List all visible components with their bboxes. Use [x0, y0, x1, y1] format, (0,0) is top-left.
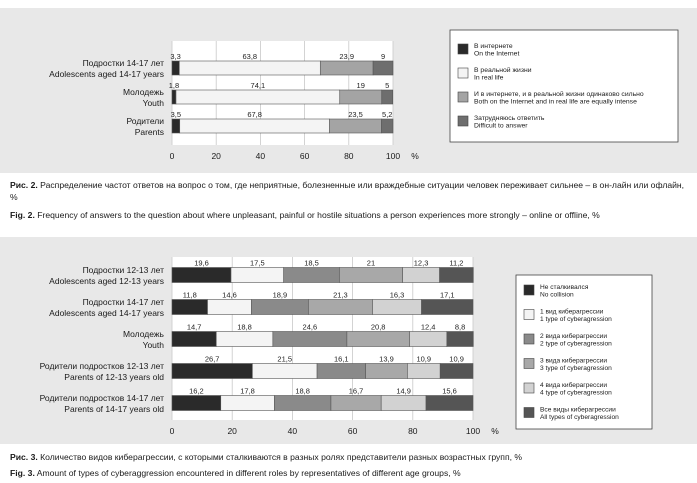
x-tick-label: 60 — [299, 151, 310, 161]
data-label: 67,8 — [247, 110, 262, 119]
bar-segment — [372, 300, 421, 315]
legend-label: In real life — [474, 74, 504, 82]
bar-segment — [284, 268, 340, 283]
legend-label: Все виды киберагрессии — [540, 406, 616, 414]
data-label: 18,8 — [295, 386, 310, 396]
x-tick-label: 100 — [465, 426, 481, 436]
data-label: 18,9 — [272, 290, 288, 300]
bar-segment — [172, 61, 179, 75]
legend-swatch — [524, 310, 534, 320]
bar-segment — [330, 119, 382, 133]
caption-text: Frequency of answers to the question about where unpleasant, painful or hostile situations a person experiences more strongly – online or offline, % — [37, 210, 600, 220]
legend-label: 2 type of cyberagression — [540, 340, 612, 348]
data-label: 74,1 — [250, 81, 266, 90]
bar-segment — [339, 268, 402, 283]
legend-swatch — [458, 68, 468, 78]
bar-segment — [172, 364, 252, 379]
x-unit-label: % — [411, 151, 419, 161]
category-label: Parents of 12-13 years old — [64, 372, 164, 382]
bar-segment — [373, 61, 393, 75]
category-label: Родители подростков 14-17 лет — [39, 393, 164, 403]
bar-segment — [347, 332, 410, 347]
bar-segment — [366, 364, 408, 379]
category-label: Родители — [126, 116, 164, 126]
figure-3-chart — [0, 237, 697, 444]
legend-label: Both on the Internet and in real life are equally intense — [474, 98, 637, 106]
bar-segment — [252, 364, 317, 379]
legend-label: 1 type of cyberagression — [540, 316, 612, 323]
data-label: 16,3 — [389, 290, 405, 300]
bar-segment — [172, 396, 221, 411]
bar-segment — [172, 300, 208, 315]
caption-label: Fig. 2. — [10, 210, 35, 220]
caption-label: Fig. 3. — [10, 468, 35, 478]
data-label: 20,8 — [370, 322, 386, 332]
bar-segment — [382, 90, 393, 104]
data-label: 10,9 — [416, 354, 432, 364]
x-tick-label: 80 — [344, 151, 354, 161]
data-label: 21 — [366, 258, 376, 268]
bar-segment — [409, 332, 446, 347]
data-label: 10,9 — [449, 354, 464, 364]
bar-segment — [447, 332, 473, 347]
legend-label: 3 вида киберагрессии — [540, 357, 608, 365]
bar-segment — [231, 268, 284, 283]
category-label: Молодежь — [122, 329, 164, 339]
x-tick-label: 60 — [347, 426, 358, 436]
legend-swatch — [524, 383, 534, 393]
bar-segment — [273, 332, 347, 347]
bar-segment — [221, 396, 275, 411]
figure-2-caption-ru — [10, 179, 690, 203]
legend-swatch — [524, 408, 534, 418]
data-label: 19,6 — [194, 258, 209, 268]
category-label: Подростки 12-13 лет — [82, 265, 164, 275]
category-label: Parents of 14-17 years old — [64, 404, 164, 414]
x-tick-label: 20 — [211, 151, 221, 161]
category-label: Youth — [142, 98, 164, 108]
data-label: 11,8 — [182, 290, 197, 300]
category-label: Adolescents aged 12-13 years — [49, 276, 164, 286]
figure-3-caption-en — [10, 467, 690, 479]
figure-3-panel — [0, 237, 697, 444]
data-label: 24,6 — [302, 322, 318, 332]
data-label: 18,5 — [304, 258, 319, 268]
legend-label: On the Internet — [474, 50, 520, 58]
bar-segment — [340, 90, 382, 104]
legend-label: В интернете — [474, 43, 513, 50]
bar-segment — [320, 61, 373, 75]
bar-segment — [403, 268, 440, 283]
category-label: Молодежь — [122, 87, 164, 97]
legend-swatch — [524, 359, 534, 369]
legend-label: No collision — [540, 291, 574, 299]
data-label: 15,6 — [442, 386, 457, 396]
data-label: 17,5 — [250, 258, 265, 268]
caption-text: Amount of types of cyberaggression encountered in different roles by representatives of different age groups, % — [36, 468, 461, 478]
caption-text: Количество видов киберагрессии, с которыми сталкиваются в разных ролях представители разных возрастных групп, % — [40, 452, 523, 462]
legend-swatch — [524, 334, 534, 344]
legend-label: В реальной жизни — [474, 67, 532, 74]
category-label: Подростки 14-17 лет — [82, 297, 164, 307]
category-label: Youth — [142, 340, 164, 350]
bar-segment — [440, 268, 474, 283]
legend-label: Difficult to answer — [474, 122, 528, 130]
data-label: 3,3 — [170, 52, 181, 61]
data-label: 16,1 — [334, 354, 349, 364]
bar-segment — [172, 90, 176, 104]
legend-swatch — [458, 92, 468, 102]
legend-label: 1 вид киберагрессии — [540, 308, 604, 316]
legend-label: 4 type of cyberagression — [540, 389, 612, 397]
legend-swatch — [458, 116, 468, 126]
x-tick-label: 100 — [385, 151, 401, 161]
data-label: 3,5 — [170, 110, 182, 119]
figure-2-caption-en — [10, 209, 690, 221]
legend-swatch — [458, 44, 468, 54]
legend-label: 3 type of cyberagression — [540, 365, 612, 372]
bar-segment — [179, 61, 320, 75]
data-label: 14,7 — [186, 322, 202, 332]
figure-2-chart — [0, 8, 697, 173]
bar-segment — [172, 268, 231, 283]
data-label: 14,6 — [222, 290, 237, 300]
data-label: 16,2 — [189, 386, 204, 396]
legend-label: All types of cyberagression — [540, 414, 619, 421]
bar-segment — [176, 90, 340, 104]
bar-segment — [216, 332, 273, 347]
caption-label: Рис. 2. — [10, 180, 38, 190]
figure-2-panel — [0, 8, 697, 173]
bar-segment — [172, 119, 180, 133]
data-label: 5,2 — [382, 110, 393, 119]
data-label: 1,8 — [168, 81, 180, 90]
x-tick-label: 0 — [169, 151, 175, 161]
bar-segment — [274, 396, 331, 411]
data-label: 5 — [385, 81, 390, 90]
bar-segment — [317, 364, 365, 379]
legend-label: Затрудняюсь ответить — [474, 115, 545, 122]
bar-segment — [407, 364, 440, 379]
data-label: 11,2 — [449, 258, 464, 268]
bar-segment — [308, 300, 372, 315]
bar-segment — [382, 119, 393, 133]
data-label: 14,9 — [396, 386, 411, 396]
data-label: 26,7 — [204, 354, 220, 364]
data-label: 12,4 — [420, 322, 436, 332]
x-tick-label: 0 — [169, 426, 175, 436]
data-label: 23,9 — [339, 52, 355, 61]
x-unit-label: % — [491, 426, 499, 436]
bar-segment — [172, 332, 216, 347]
category-label: Подростки 14-17 лет — [82, 58, 164, 68]
bar-segment — [331, 396, 381, 411]
x-tick-label: 20 — [227, 426, 237, 436]
category-label: Родители подростков 12-13 лет — [39, 361, 164, 371]
bar-segment — [426, 396, 473, 411]
data-label: 19 — [356, 81, 365, 90]
legend-label: 2 вида киберагрессии — [540, 333, 608, 340]
bar-segment — [208, 300, 252, 315]
data-label: 13,9 — [379, 354, 394, 364]
bar-segment — [180, 119, 330, 133]
data-label: 12,3 — [413, 258, 429, 268]
data-label: 9 — [380, 52, 386, 61]
legend-swatch — [524, 285, 534, 295]
category-label: Adolescents aged 14-17 years — [49, 308, 164, 318]
caption-text: Распределение частот ответов на вопрос о том, где неприятные, болезненные или враждебные ситуации человек переживает сильнее – в он-лайн или офлайн, % — [10, 180, 685, 202]
data-label: 21,3 — [333, 290, 348, 300]
data-label: 18,8 — [237, 322, 252, 332]
bar-segment — [381, 396, 426, 411]
x-tick-label: 40 — [287, 426, 298, 436]
bar-segment — [251, 300, 308, 315]
figure-3-caption-ru — [10, 451, 690, 463]
caption-label: Рис. 3. — [10, 452, 38, 462]
x-tick-label: 40 — [255, 151, 266, 161]
legend-label: 4 вида киберагрессии — [540, 382, 608, 389]
x-tick-label: 80 — [408, 426, 418, 436]
data-label: 63,8 — [242, 52, 258, 61]
category-label: Parents — [134, 127, 164, 137]
legend-label: Не сталкивался — [540, 284, 589, 291]
data-label: 16,7 — [348, 386, 364, 396]
legend-label: И в интернете, и в реальной жизни одинаково сильно — [474, 91, 644, 98]
data-label: 23,5 — [348, 110, 363, 119]
bar-segment — [440, 364, 473, 379]
category-label: Adolescents aged 14-17 years — [49, 69, 164, 79]
data-label: 17,8 — [240, 386, 255, 396]
data-label: 17,1 — [439, 290, 455, 300]
data-label: 21,5 — [277, 354, 293, 364]
bar-segment — [422, 300, 473, 315]
data-label: 8,8 — [454, 322, 466, 332]
